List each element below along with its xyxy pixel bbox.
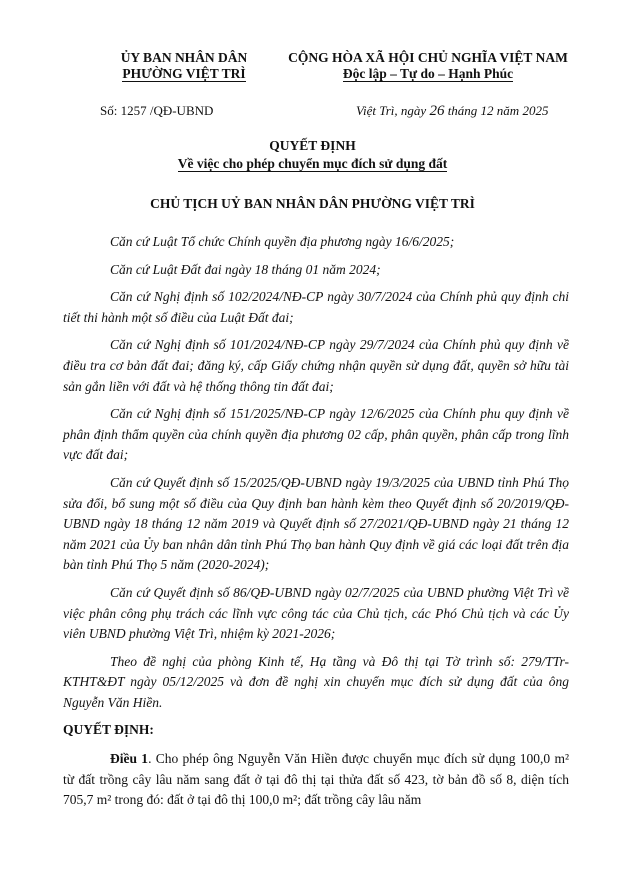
article-1-label: Điều 1 bbox=[110, 751, 149, 767]
issuing-chairman: CHỦ TỊCH UỶ BAN NHÂN DÂN PHƯỜNG VIỆT TRÌ bbox=[150, 196, 475, 211]
legal-basis: Căn cứ Nghị định số 102/2024/NĐ-CP ngày 30/7/2024 của Chính phủ quy định chi tiết thi hành một số điều của Luật Đất đai; bbox=[63, 289, 569, 325]
place-date-prefix: Việt Trì, ngày bbox=[356, 103, 427, 118]
legal-basis: Căn cứ Luật Đất đai ngày 18 tháng 01 năm 2024; bbox=[110, 261, 381, 277]
document-body bbox=[63, 232, 569, 818]
legal-basis: Căn cứ Quyết định số 15/2025/QĐ-UBND ngày 19/3/2025 của UBND tỉnh Phú Thọ sửa đổi, bổ sung một số điều của Quy định ban hành kèm theo Quyết định số 20/2019/QĐ-UBND ngày 18 tháng 12 năm 2019 và Quyết định số 27/2021/QĐ-UBND ngày 21 tháng 12 năm 2021 của Ủy ban nhân dân tỉnh Phú Thọ ban hành Quy định về giá các loại đất trên địa bàn tỉnh Phú Thọ 5 năm (2020-2024); bbox=[63, 474, 569, 573]
article-1-text: . Cho phép ông Nguyễn Văn Hiền được chuyển mục đích sử dụng 100,0 m² từ đất trồng cây lâu năm sang đất ở tại đô thị tại thửa đất số 423, tờ bản đồ số 8, diện tích 705,7 m² trong đó: đất ở tại đô thị 100,0 m²; đất trồng cây lâu năm bbox=[63, 751, 570, 808]
issuing-authority bbox=[84, 50, 284, 82]
proposal-basis: Theo đề nghị của phòng Kinh tế, Hạ tầng và Đô thị tại Tờ trình số: 279/TTr-KTHT&ĐT ngày 05/12/2025 và đơn đề nghị xin chuyển mục đích sử dụng đất của ông Nguyễn Văn Hiền. bbox=[63, 653, 569, 710]
authority-line-2: PHƯỜNG VIỆT TRÌ bbox=[122, 66, 246, 81]
date-day: 26 bbox=[429, 103, 445, 119]
legal-basis: Căn cứ Quyết định số 86/QĐ-UBND ngày 02/7/2025 của UBND phường Việt Trì về việc phân công phụ trách các lĩnh vực công tác của Chủ tịch, các Phó Chủ tịch và các Ủy viên UBND phường Việt Trì, nhiệm kỳ 2021-2026; bbox=[63, 584, 569, 642]
legal-basis: Căn cứ Luật Tổ chức Chính quyền địa phương ngày 16/6/2025; bbox=[110, 234, 455, 249]
place-date-suffix: tháng 12 năm 2025 bbox=[447, 103, 549, 118]
country-name: CỘNG HÒA XÃ HỘI CHỦ NGHĨA VIỆT NAM bbox=[288, 50, 568, 65]
national-header bbox=[258, 50, 598, 82]
document-subject bbox=[0, 156, 625, 172]
article-1 bbox=[63, 749, 569, 811]
legal-basis: Căn cứ Nghị định số 101/2024/NĐ-CP ngày 29/7/2024 của Chính phủ quy định về điều tra cơ bản đất đai; đăng ký, cấp Giấy chứng nhận quyền sử dụng đất, quyền sở hữu tài sản gắn liền với đất và hệ thống thông tin đất đai; bbox=[63, 337, 569, 394]
decision-heading: QUYẾT ĐỊNH: bbox=[63, 722, 154, 738]
document-number: Số: 1257 /QĐ-UBND bbox=[100, 103, 214, 118]
place-and-date bbox=[356, 103, 548, 120]
subject-text: Về việc cho phép chuyển mục đích sử dụng đất bbox=[177, 156, 448, 171]
document-title: QUYẾT ĐỊNH bbox=[269, 138, 356, 153]
legal-basis: Căn cứ Nghị định số 151/2025/NĐ-CP ngày 12/6/2025 của Chính phu quy định về phân định thẩm quyền của chính quyền địa phương 02 cấp, phân quyền, phân cấp trong lĩnh vực đất đai; bbox=[63, 406, 569, 463]
national-motto: Độc lập – Tự do – Hạnh Phúc bbox=[342, 66, 514, 81]
authority-line-1: ỦY BAN NHÂN DÂN bbox=[120, 50, 248, 65]
